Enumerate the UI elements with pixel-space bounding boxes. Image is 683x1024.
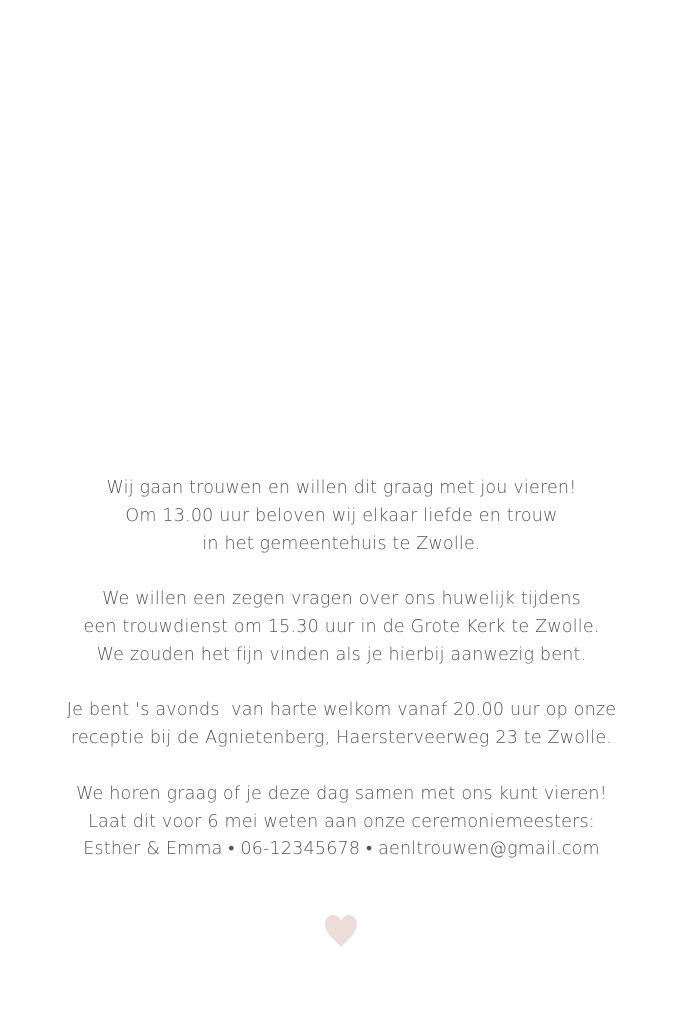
text-line: Laat dit voor 6 mei weten aan onze ceremoniemeesters: [88, 811, 595, 832]
text-line: een trouwdienst om 15.30 uur in de Grote Kerk te Zwolle. [83, 616, 600, 637]
church-service-paragraph [0, 586, 683, 669]
text-line: Je bent 's avonds van harte welkom vanaf 20.00 uur op onze [66, 700, 617, 721]
reception-paragraph [0, 697, 683, 753]
text-line: Om 13.00 uur beloven wij elkaar liefde en trouw [125, 505, 558, 526]
invitation-text [0, 475, 683, 864]
text-line: receptie bij de Agnietenberg, Haersterveerweg 23 te Zwolle. [70, 728, 613, 749]
text-line: in het gemeentehuis te Zwolle. [202, 533, 481, 554]
heart-shape [325, 915, 357, 947]
text-line: We zouden het fijn vinden als je hierbij aanwezig bent. [96, 644, 587, 665]
ceremony-paragraph [0, 475, 683, 558]
rsvp-paragraph [0, 781, 683, 864]
text-line: Wij gaan trouwen en willen dit graag met jou vieren! [106, 478, 577, 498]
text-line: We willen een zegen vragen over ons huwelijk tijdens [102, 589, 581, 610]
heart-icon [322, 912, 360, 950]
text-line: We horen graag of je deze dag samen met ons kunt vieren! [76, 783, 607, 804]
contact-line: Esther & Emma • 06-12345678 • aenltrouwen@gmail.com [83, 839, 600, 860]
